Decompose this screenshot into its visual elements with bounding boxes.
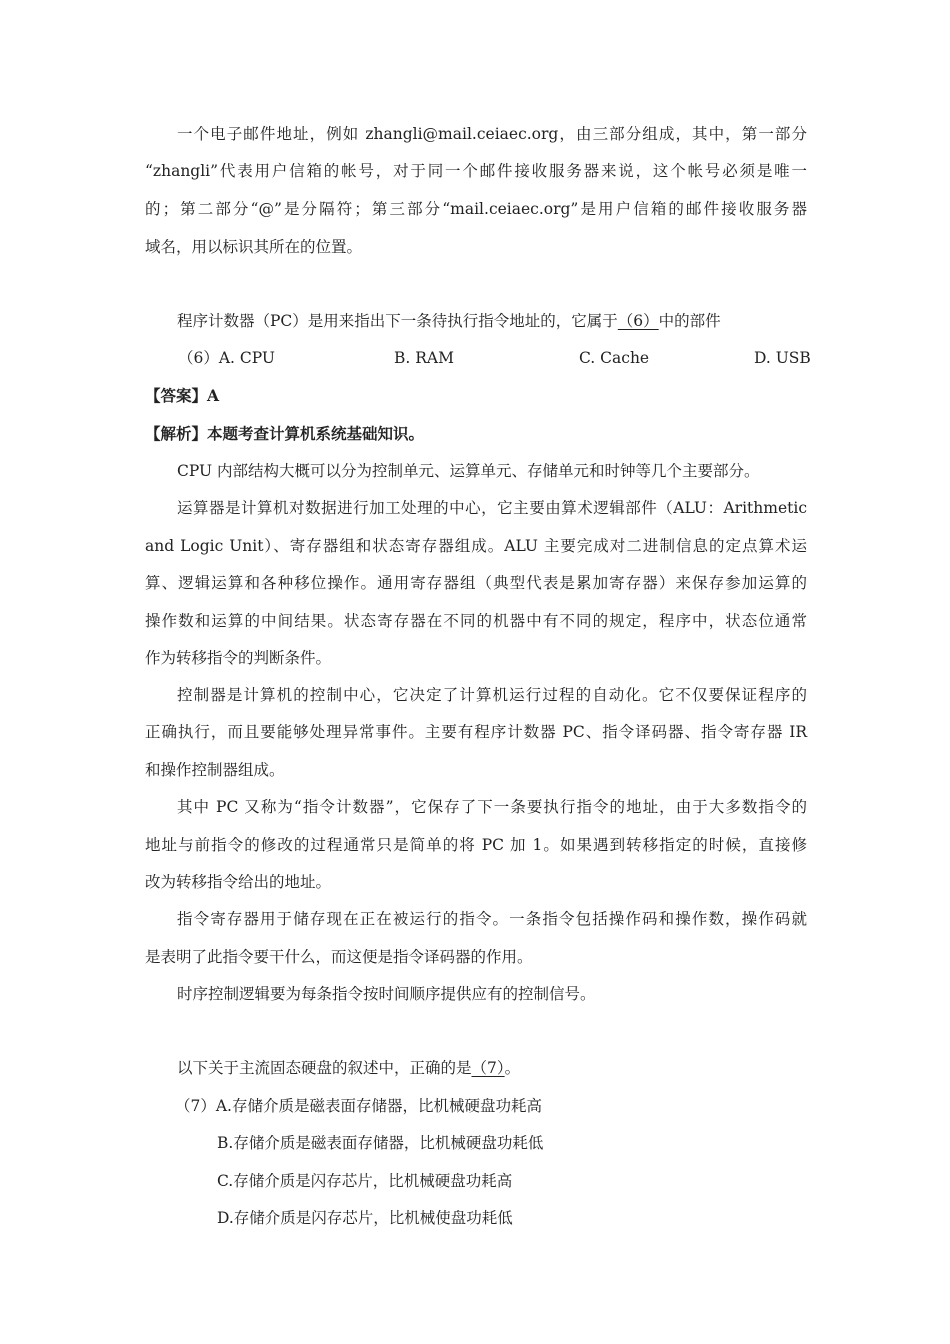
controller-para-line-3: 和操作控制器组成。 — [145, 761, 285, 779]
controller-para-line-1: 控制器是计算机的控制中心，它决定了计算机运行过程的自动化。它不仅要保证程序的 — [177, 686, 807, 704]
analysis-para-1: CPU 内部结构大概可以分为控制单元、运算单元、存储单元和时钟等几个主要部分。 — [177, 462, 760, 480]
ir-para-line-1: 指令寄存器用于储存现在正在被运行的指令。一条指令包括操作码和操作数，操作码就 — [177, 910, 807, 928]
question-6-option-d: D. USB — [754, 349, 811, 367]
question-7-blank: （7） — [471, 1059, 505, 1077]
alu-para-line-1: 运算器是计算机对数据进行加工处理的中心，它主要由算术逻辑部件（ALU：Arithmetic — [177, 499, 807, 517]
alu-para-line-3: 算、逻辑运算和各种移位操作。通用寄存器组（典型代表是累加寄存器）来保存参加运算的 — [145, 574, 807, 592]
pc-para-line-2: 地址与前指令的修改的过程通常只是简单的将 PC 加 1。如果遇到转移指定的时候，直接修 — [145, 836, 807, 854]
question-7-stem — [177, 1058, 807, 1078]
question-6-option-c: C. Cache — [579, 349, 650, 367]
question-6-stem — [177, 311, 807, 331]
alu-para-line-4: 操作数和运算的中间结果。状态寄存器在不同的机器中有不同的规定，程序中，状态位通常 — [145, 612, 807, 630]
question-7-option-a: （7）A.存储介质是磁表面存储器，比机械硬盘功耗高 — [175, 1097, 542, 1115]
email-para-line-2: “zhangli”代表用户信箱的帐号，对于同一个邮件接收服务器来说，这个帐号必须是唯一 — [145, 162, 807, 180]
question-7-stem-tail: 。 — [504, 1059, 521, 1077]
question-7-option-c: C.存储介质是闪存芯片，比机械硬盘功耗高 — [217, 1172, 513, 1190]
pc-para-line-3: 改为转移指令给出的地址。 — [145, 873, 332, 891]
question-6-option-a: （6）A. CPU — [178, 349, 275, 367]
answer-label: 【答案】A — [145, 386, 220, 405]
question-7-option-b: B.存储介质是磁表面存储器，比机械硬盘功耗低 — [217, 1134, 544, 1152]
timing-para: 时序控制逻辑要为每条指令按时间顺序提供应有的控制信号。 — [177, 985, 596, 1003]
alu-para-line-5: 作为转移指令的判断条件。 — [145, 649, 332, 667]
email-para-line-1: 一个电子邮件地址，例如 zhangli@mail.ceiaec.org，由三部分组成，其中，第一部分 — [177, 125, 807, 143]
ir-para-line-2: 是表明了此指令要干什么，而这便是指令译码器的作用。 — [145, 948, 533, 966]
question-7-stem-text: 以下关于主流固态硬盘的叙述中，正确的是 — [177, 1059, 472, 1077]
email-para-line-3: 的；第二部分“@”是分隔符；第三部分“mail.ceiaec.org”是用户信箱的邮件接收服务器 — [145, 200, 807, 218]
controller-para-line-2: 正确执行，而且要能够处理异常事件。主要有程序计数器 PC、指令译码器、指令寄存器 IR — [145, 723, 807, 741]
question-6-option-b: B. RAM — [394, 349, 454, 367]
analysis-heading: 【解析】本题考查计算机系统基础知识。 — [145, 424, 425, 443]
alu-para-line-2: and Logic Unit）、寄存器组和状态寄存器组成。ALU 主要完成对二进制信息的定点算术运 — [145, 537, 807, 555]
question-6-stem-text: 程序计数器（PC）是用来指出下一条待执行指令地址的，它属于 — [177, 312, 618, 330]
question-7-option-d: D.存储介质是闪存芯片，比机械使盘功耗低 — [217, 1209, 513, 1227]
email-para-line-4: 域名，用以标识其所在的位置。 — [145, 238, 363, 256]
pc-para-line-1: 其中 PC 又称为“指令计数器”，它保存了下一条要执行指令的地址，由于大多数指令的 — [177, 798, 807, 816]
question-6-blank: （6） — [617, 312, 659, 330]
question-6-stem-tail: 中的部件 — [658, 312, 721, 330]
